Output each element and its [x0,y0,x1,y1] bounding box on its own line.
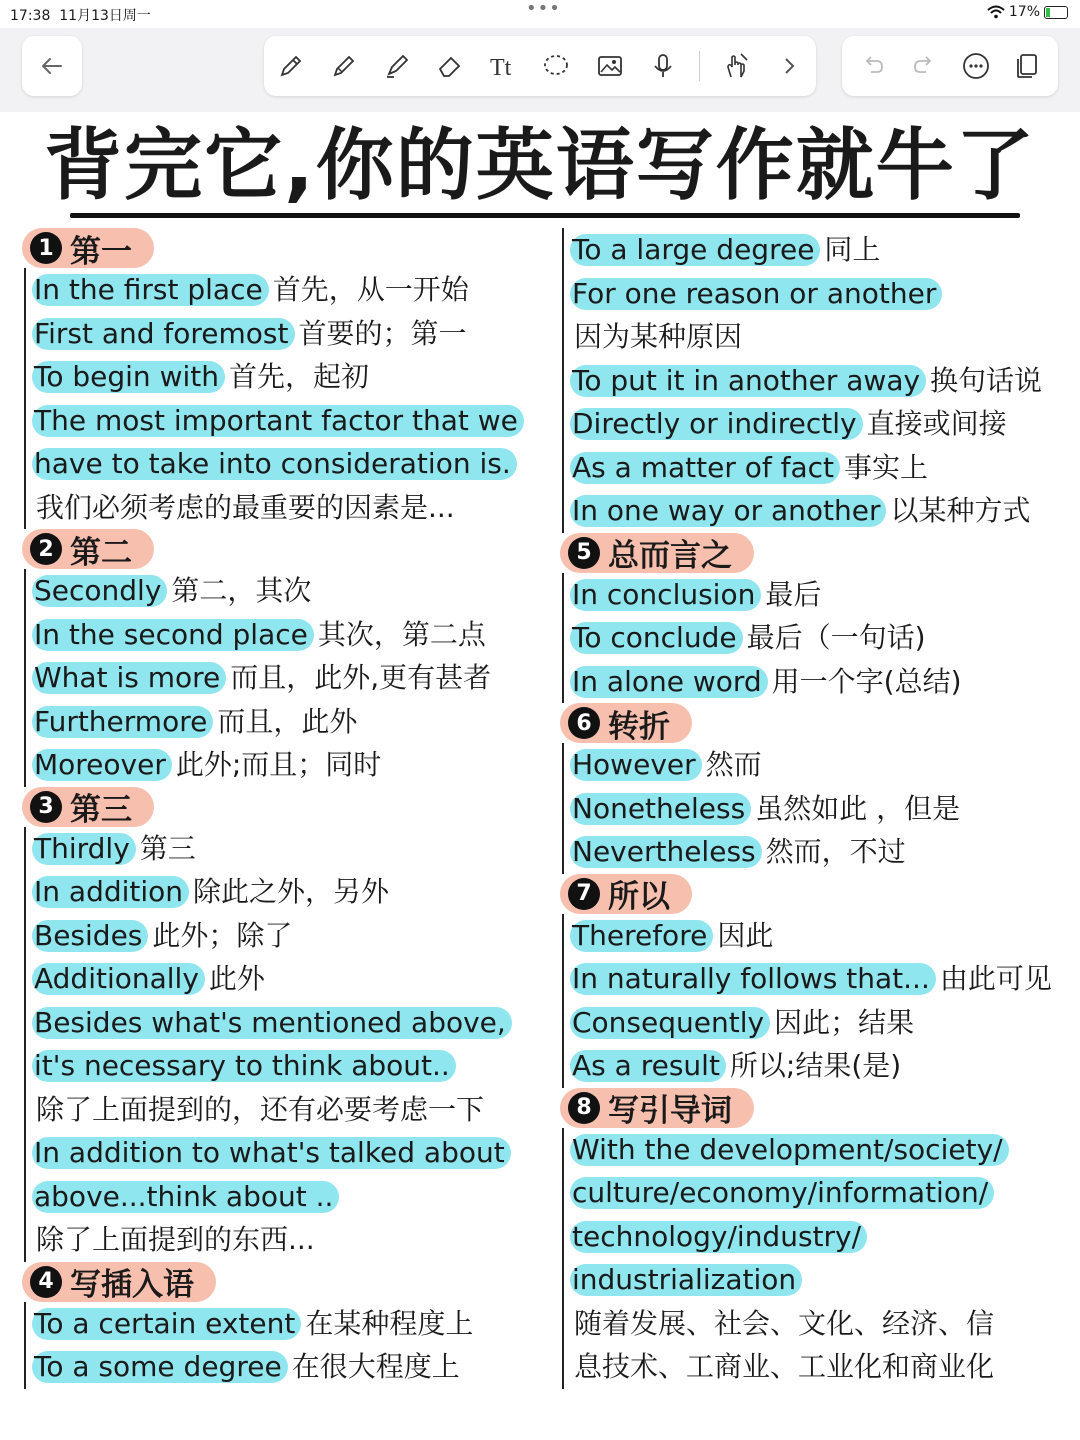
section-body [24,827,542,1262]
status-time: 17:38 11月13日周一 [10,8,151,24]
phrase-row [32,268,542,312]
right-column [560,228,1075,1389]
text-tool-button[interactable] [486,49,520,83]
eraser-icon [435,51,465,81]
phrase-row [32,355,542,399]
phrase-row [570,1302,1075,1346]
undo-button[interactable] [856,49,890,83]
phrase-row [32,312,542,356]
drawing-tools [264,36,816,96]
arrow-left-icon [39,53,65,79]
section-body [562,573,1075,704]
page-title: 背完它,你的英语写作就牛了 [44,121,1036,211]
chinese-meaning: 所以;结果(是) [729,1049,902,1082]
redo-button[interactable] [907,49,941,83]
english-phrase: Nonetheless [570,793,751,825]
mic-button[interactable] [646,49,680,83]
section-body [24,268,542,529]
chinese-meaning: 虽然如此 ，但是 [755,791,961,825]
chinese-meaning: 最后 [765,577,822,611]
phrase-row [32,656,542,700]
english-phrase: culture/economy/information/ [570,1177,994,1209]
english-phrase: Besides what's mentioned above, [32,1007,512,1039]
english-phrase: it's necessary to think about.. [32,1050,456,1082]
section-number: 3 [30,791,62,823]
phrase-row [32,700,542,744]
status-indicators [987,4,1068,20]
phrase-row [32,569,542,613]
section-heading [560,874,692,914]
english-phrase: In addition to what's talked about [32,1137,511,1169]
marker-icon [382,51,412,81]
chinese-meaning: 由此可见 [939,962,1052,995]
phrase-row [32,1345,542,1389]
phrase-row [32,827,542,871]
chinese-meaning: 此外;而且；同时 [175,748,382,781]
chinese-meaning: 首先，起初 [228,360,369,393]
english-phrase: To put it in another away [570,365,926,397]
chinese-meaning: 而且，此外 [217,704,358,738]
phrase-row [570,1044,1075,1088]
title-underline [70,213,1020,218]
section-body [24,1302,542,1389]
english-phrase: With the development/society/ [570,1134,1009,1166]
eraser-tool-button[interactable] [433,49,467,83]
pencil-icon [329,51,359,81]
phrase-row [570,446,1075,490]
english-phrase: First and foremost [32,318,295,350]
phrase-row [570,787,1075,831]
redo-icon [909,51,939,81]
pen-icon [276,51,306,81]
section-title: 所以 [608,879,670,915]
section-heading [22,228,154,268]
chinese-meaning: 此外；除了 [152,918,293,952]
english-phrase: Therefore [570,920,713,952]
english-phrase: Nevertheless [570,836,762,868]
section-number: 2 [30,533,62,565]
english-phrase: In addition [32,876,189,908]
multitask-dots[interactable]: ••• [526,0,561,19]
chinese-meaning: 然而，不过 [765,835,906,868]
phrase-row [570,914,1075,958]
phrase-row [32,1302,542,1346]
phrase-row [32,399,542,443]
english-phrase: Furthermore [32,706,213,738]
more-button[interactable] [959,49,993,83]
phrase-row [570,359,1075,403]
section-number: 4 [30,1266,62,1298]
phrase-row [570,1258,1075,1302]
chinese-meaning: 首先，从一开始 [272,273,469,306]
toolbar [0,28,1080,112]
phrase-row [570,830,1075,874]
pen-tool-button[interactable] [274,49,308,83]
phrase-row [570,573,1075,617]
english-phrase: The most important factor that we [32,405,524,437]
phrase-row [570,1215,1075,1259]
phrase-row [32,442,542,486]
lasso-tool-button[interactable] [539,49,573,83]
english-phrase: Consequently [570,1007,770,1039]
phrase-row [32,613,542,657]
english-phrase: As a matter of fact [570,452,840,484]
chinese-meaning: 除了上面提到的，还有必要考虑一下 [36,1092,485,1126]
chinese-meaning: 除了上面提到的东西... [36,1223,315,1256]
chinese-meaning: 以某种方式 [890,494,1031,527]
section-heading [22,787,154,827]
chinese-meaning: 随着发展、社会、文化、经济、信 [574,1306,995,1340]
lasso-icon [541,51,571,81]
section-title: 转折 [608,708,670,745]
chinese-meaning: 因此；结果 [774,1005,915,1039]
left-column [22,228,542,1389]
chinese-meaning: 同上 [824,233,881,266]
section-heading [22,1262,216,1302]
chinese-meaning: 最后（一句话) [746,621,926,654]
section-number: 8 [568,1092,600,1124]
chinese-meaning: 除此之外，另外 [193,875,390,908]
chinese-meaning: 此外 [208,962,265,995]
english-phrase: In conclusion [570,579,761,611]
section-body [562,743,1075,874]
marker-tool-button[interactable] [380,49,414,83]
phrase-row [32,486,542,530]
chinese-meaning: 其次，第二点 [317,617,486,651]
chinese-meaning: 用一个字(总结) [771,664,962,698]
svg-text:Tt: Tt [490,55,512,81]
phrase-row [32,957,542,1001]
section-number: 7 [568,878,600,910]
phrase-row [32,914,542,958]
chinese-meaning: 第二，其次 [171,574,312,607]
english-phrase: technology/industry/ [570,1221,867,1253]
phrase-row [32,1218,542,1262]
undo-icon [858,51,888,81]
english-phrase: To a certain extent [32,1308,301,1340]
phrase-row [570,402,1075,446]
english-phrase: In naturally follows that... [570,963,936,995]
section-title: 第二 [70,534,132,571]
phrase-row [570,1345,1075,1389]
chinese-meaning: 因为某种原因 [574,320,743,353]
chinese-meaning: 直接或间接 [866,407,1007,440]
english-phrase: What is more [32,662,226,694]
phrase-row [570,743,1075,787]
section-heading [560,533,754,573]
section-number: 5 [568,537,600,569]
back-button[interactable] [22,36,82,96]
phrase-row [570,957,1075,1001]
english-phrase: In the second place [32,619,314,651]
chinese-meaning: 事实上 [844,450,929,484]
english-phrase: Directly or indirectly [570,408,863,440]
touch-draw-button[interactable] [719,49,753,83]
section-title: 第一 [70,233,132,270]
english-phrase: Thirdly [32,833,136,865]
more-icon [961,51,991,81]
english-phrase: industrialization [570,1264,802,1296]
phrase-row [570,272,1075,316]
english-phrase: To conclude [570,622,743,654]
text-tool-icon [488,51,518,81]
phrase-row [570,228,1075,272]
phrase-row [570,616,1075,660]
battery-percent: 17% [1008,4,1040,20]
chinese-meaning: 息技术、工商业、工业化和商业化 [574,1350,995,1383]
hand-touch-icon [721,51,751,81]
pages-button[interactable] [1010,49,1044,83]
mic-icon [648,51,678,81]
english-phrase: Secondly [32,575,167,607]
chinese-meaning: 第三 [139,831,196,865]
pencil-tool-button[interactable] [327,49,361,83]
english-phrase: To a large degree [570,234,820,266]
english-phrase: To a some degree [32,1351,288,1383]
section-heading [560,703,692,743]
chinese-meaning: 而且，此外,更有甚者 [230,661,492,694]
english-phrase: To begin with [32,361,225,393]
chinese-meaning: 首要的；第一 [298,316,467,350]
phrase-row [32,1088,542,1132]
english-phrase: Moreover [32,749,172,781]
english-phrase: In one way or another [570,495,886,527]
chinese-meaning: 因此 [717,918,774,952]
english-phrase: However [570,749,702,781]
phrase-row [570,1001,1075,1045]
english-phrase: For one reason or another [570,278,942,310]
phrase-row [32,1044,542,1088]
english-phrase: above...think about .. [32,1181,339,1213]
section-body [24,569,542,787]
english-phrase: Besides [32,920,148,952]
toolbar-divider [699,51,700,81]
more-tools-button[interactable] [772,49,806,83]
phrase-row [570,1128,1075,1172]
image-tool-button[interactable] [593,49,627,83]
section-heading [22,529,154,569]
phrase-row [32,743,542,787]
image-icon [595,51,625,81]
section-title: 第三 [70,792,132,828]
english-phrase: As a result [570,1050,726,1082]
english-phrase: have to take into consideration is. [32,448,517,480]
phrase-row [570,489,1075,533]
phrase-row [570,660,1075,704]
english-phrase: In the first place [32,274,269,306]
wifi-icon [987,5,1005,19]
section-body [562,228,1075,533]
phrase-row [32,1131,542,1175]
chinese-meaning: 在某种程度上 [305,1306,474,1340]
phrase-row [32,1001,542,1045]
phrase-row [570,315,1075,359]
phrase-row [32,870,542,914]
section-title: 写插入语 [70,1267,194,1303]
english-phrase: In alone word [570,666,768,698]
section-title: 写引导词 [608,1093,732,1129]
document-actions [842,36,1058,96]
section-body [562,1128,1075,1389]
status-bar [0,0,1080,28]
pages-icon [1012,51,1042,81]
section-number: 6 [568,707,600,739]
battery-icon [1044,6,1068,19]
section-heading [560,1088,754,1128]
phrase-row [570,1171,1075,1215]
phrase-row [32,1175,542,1219]
section-title: 总而言之 [608,538,732,574]
chinese-meaning: 在很大程度上 [291,1350,460,1383]
chinese-meaning: 我们必须考虑的最重要的因素是... [36,490,455,524]
english-phrase: Additionally [32,963,205,995]
section-body [562,914,1075,1088]
chinese-meaning: 然而 [705,748,762,781]
section-number: 1 [30,232,62,264]
chinese-meaning: 换句话说 [930,363,1043,397]
chevron-right-icon [774,51,804,81]
